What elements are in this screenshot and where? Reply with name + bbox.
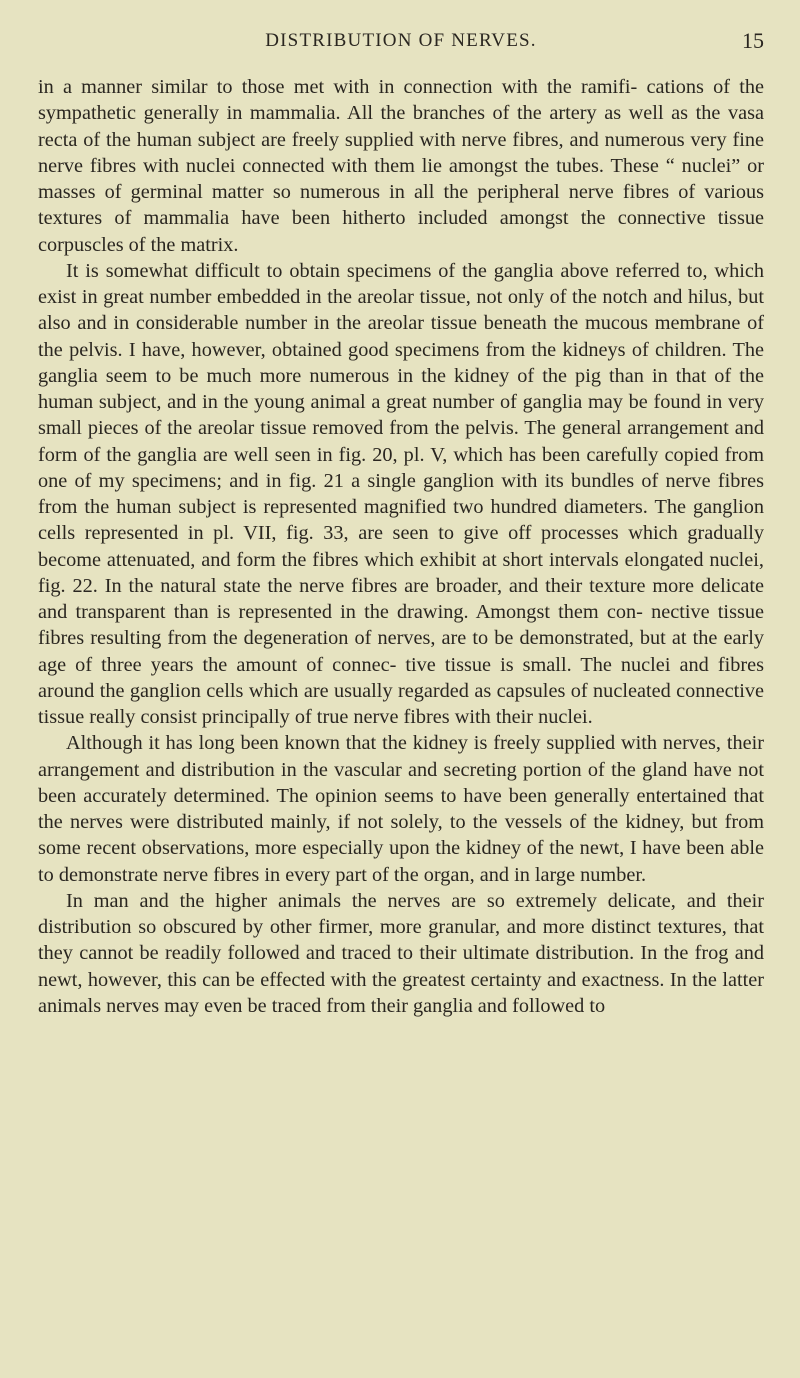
page-number: 15 [742,28,764,53]
book-page [38,30,764,1019]
paragraph: Although it has long been known that the kidney is freely supplied with nerves, their arrangement and distribution in the vascular and secreting portion of the gland have not been accurately determined. The opinion seems to have been generally entertained that the nerves were distributed mainly, if not solely, to the vessels of the kidney, but from some recent observations, more especially upon the kidney of the newt, I have been able to demonstrate nerve fibres in every part of the organ, and in large number. [38,732,764,886]
paragraph: In man and the higher animals the nerves are so extremely delicate, and their distribution so obscured by other firmer, more granular, and more distinct textures, that they cannot be readily followed and traced to their ultimate distribution. In the frog and newt, however, this can be effected with the greatest certainty and exactness. In the latter animals nerves may even be traced from their ganglia and followed to [38,889,764,1017]
running-head [38,30,764,74]
body-text [38,74,764,1019]
paragraph: It is somewhat difficult to obtain specimens of the ganglia above referred to, which exist in great number embedded in the areolar tissue, not only of the notch and hilus, but also and in considerable number in the areolar tissue beneath the mucous membrane of the pelvis. I have, however, obtained good specimens from the kidneys of children. The ganglia seem to be much more numerous in the kidney of the pig than in that of the human subject, and in the young animal a great number of ganglia may be found in very small pieces of the areolar tissue removed from the pelvis. The general arrangement and form of the ganglia are well seen in fig. 20, pl. V, which has been carefully copied from one of my specimens; and in fig. 21 a single ganglion with its bundles of nerve fibres from the human subject is represented magnified two hundred diameters. The ganglion cells represented in pl. VII, fig. 33, are seen to give off processes which gradually become attenuated, and form the fibres which exhibit at short intervals elongated nuclei, fig. 22. In the natural state the nerve fibres are broader, and their texture more delicate and transparent than is represented in the drawing. Amongst them con- nective tissue fibres resulting from the degeneration of nerves, are to be demonstrated, but at the early age of three years the amount of connec- tive tissue is small. The nuclei and fibres around the ganglion cells which are usually regarded as capsules of nucleated connective tissue really consist principally of true nerve fibres with their nuclei. [38,259,764,728]
paragraph: in a manner similar to those met with in connection with the ramifi- cations of the sympathetic generally in mammalia. All the branches of the artery as well as the vasa recta of the human subject are freely supplied with nerve fibres, and numerous very fine nerve fibres with nuclei connected with them lie amongst the tubes. These “ nuclei” or masses of germinal matter so numerous in all the peripheral nerve fibres of various textures of mammalia have been hitherto included amongst the connective tissue corpuscles of the matrix. [38,76,764,256]
running-head-title: DISTRIBUTION OF NERVES. [265,30,537,51]
